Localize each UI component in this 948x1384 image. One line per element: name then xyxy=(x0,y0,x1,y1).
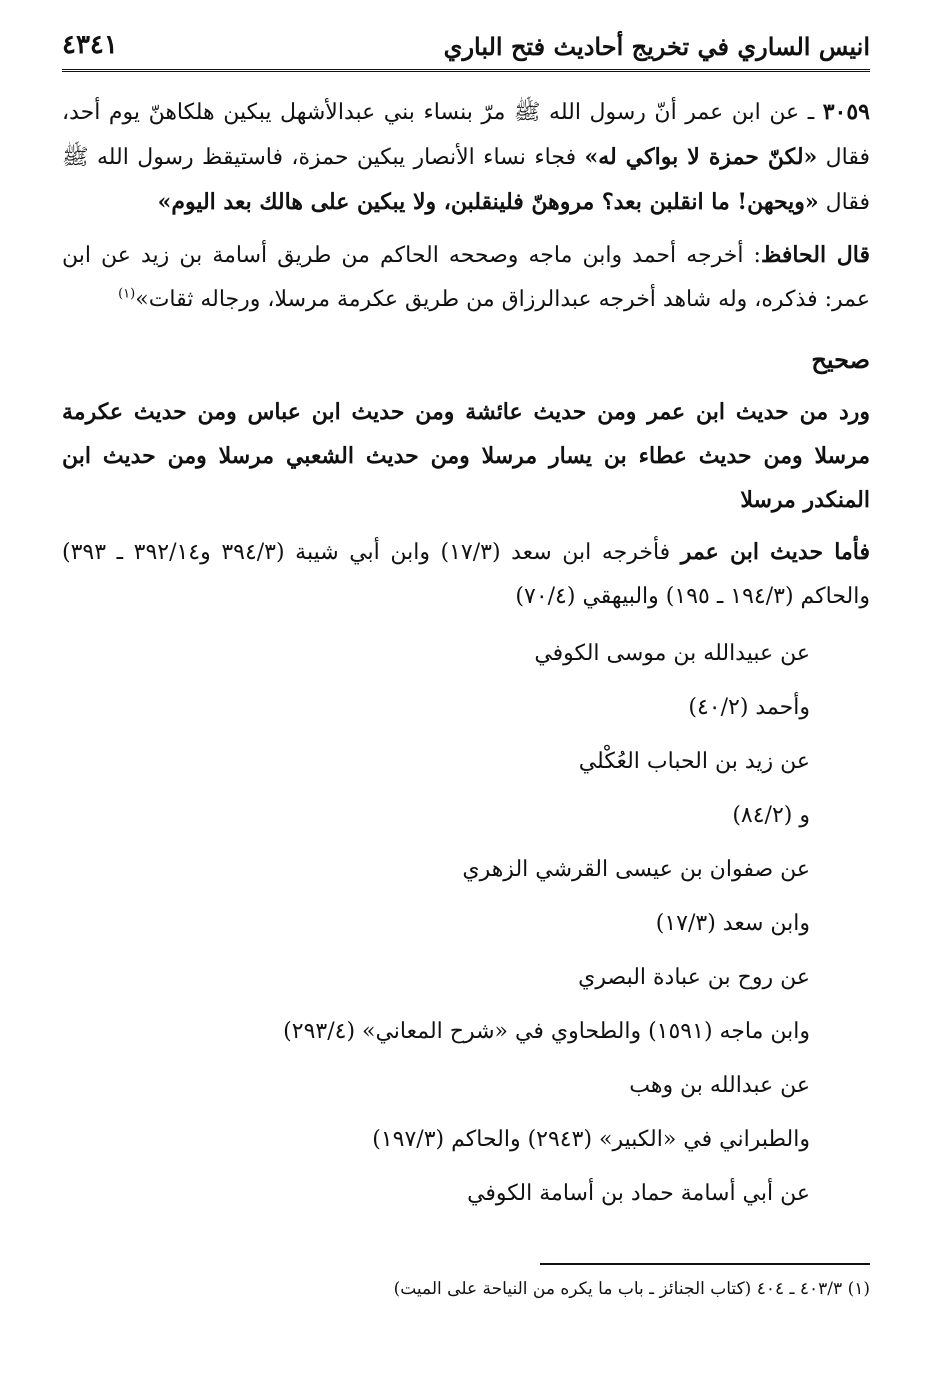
chain-line: و (٨٤/٢) xyxy=(732,803,810,828)
chain-line: عن روح بن عبادة البصري xyxy=(578,965,810,990)
footnote-rule xyxy=(540,1263,870,1265)
page-header xyxy=(62,26,870,72)
entry-number: ٣٠٥٩ xyxy=(822,99,870,125)
chain-line: وابن ماجه (١٥٩١) والطحاوي في «شرح المعاني» (٢٩٣/٤) xyxy=(283,1019,810,1044)
amma-paragraph xyxy=(62,530,870,619)
page-body xyxy=(62,90,870,1221)
chain-line: والطبراني في «الكبير» (٢٩٤٣) والحاكم (١٩٧/٣) xyxy=(372,1127,810,1152)
grade-heading: صحيح xyxy=(811,345,870,374)
entry-quote-2: «ويحهن! ما انقلبن بعد؟ مروهنّ فلينقلبن، ولا يبكين على هالك بعد اليوم» xyxy=(157,189,819,215)
chain-line: عن صفوان بن عيسى القرشي الزهري xyxy=(462,857,810,882)
entry-text-1: ـ عن ابن عمر أنّ رسول الله ﷺ مرّ بنساء بني عبدالأشهل يبكين هلكاهنّ يوم أحد، فقال xyxy=(62,100,871,170)
chain-line: عن عبيدالله بن موسى الكوفي xyxy=(534,641,810,666)
hafiz-text: : أخرجه أحمد وابن ماجه وصححه الحاكم من طريق أسامة بن زيد عن ابن عمر: فذكره، وله شاهد أخرجه عبدالرزاق من طريق عكرمة مرسلا، ورجاله ثقات» xyxy=(62,243,870,312)
footnote-ref: (١) xyxy=(118,286,136,302)
chain-line: وأحمد (٤٠/٢) xyxy=(688,695,810,720)
amma-lead: فأما حديث ابن عمر xyxy=(680,539,870,565)
page-number: ٤٣٤١ xyxy=(62,30,118,60)
entry-text-2: فجاء نساء الأنصار يبكين حمزة، فاستيقظ رسول الله ﷺ فقال xyxy=(62,145,870,215)
header-rule xyxy=(62,69,870,72)
chain-line: عن عبدالله بن وهب xyxy=(629,1073,810,1098)
chain-list xyxy=(62,627,870,1221)
hafiz-comment xyxy=(62,233,870,322)
chain-line: عن أبي أسامة حماد بن أسامة الكوفي xyxy=(467,1181,810,1206)
footnote: (١) ٤٠٣/٣ ـ ٤٠٤ (كتاب الجنائز ـ باب ما يكره من النياحة على الميت) xyxy=(393,1279,870,1299)
hafiz-label: قال الحافظ xyxy=(760,242,871,268)
chain-line: وابن سعد (١٧/٣) xyxy=(655,911,810,936)
amma-text: فأخرجه ابن سعد (١٧/٣) وابن أبي شيبة (٣٩٤/٣ و٣٩٢/١٤ ـ ٣٩٣) والحاكم (١٩٤/٣ ـ ١٩٥) والبيهقي (٧٠/٤) xyxy=(62,540,870,609)
running-title: انيس الساري في تخريج أحاديث فتح الباري xyxy=(443,32,870,61)
warada-paragraph: ورد من حديث ابن عمر ومن حديث عائشة ومن حديث ابن عباس ومن حديث عكرمة مرسلا ومن حديث عطاء بن يسار مرسلا ومن حديث الشعبي مرسلا ومن حديث ابن المنكدر مرسلا xyxy=(62,399,870,513)
chain-line: عن زيد بن الحباب العُكْلي xyxy=(578,749,810,774)
hadith-entry xyxy=(62,90,870,225)
entry-quote-1: «لكنّ حمزة لا بواكي له» xyxy=(584,144,818,170)
